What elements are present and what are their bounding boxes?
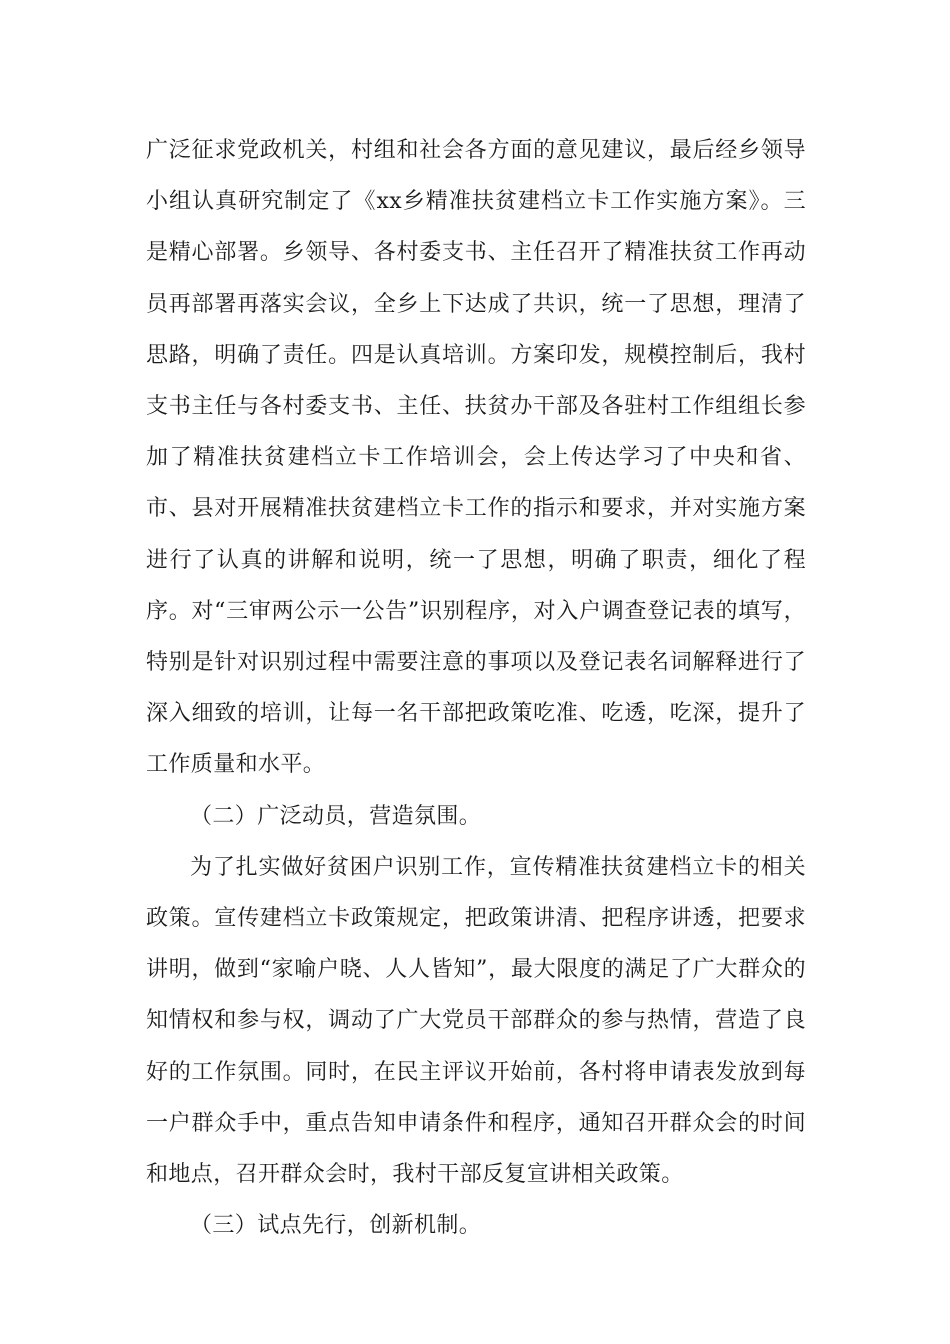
paragraph-continuation: 广泛征求党政机关，村组和社会各方面的意见建议，最后经乡领导小组认真研究制定了《xx乡精准扶贫建档立卡工作实施方案》。三是精心部署。乡领导、各村委支书、主任召开了精准扶贫工作再动员再部署再落实会议，全乡上下达成了共识，统一了思想，理清了思路，明确了责任。四是认真培训。方案印发，规模控制后，我村支书主任与各村委支书、主任、扶贫办干部及各驻村工作组组长参加了精准扶贫建档立卡工作培训会，会上传达学习了中央和省、市、县对开展精准扶贫建档立卡工作的指示和要求，并对实施方案进行了认真的讲解和说明，统一了思想，明确了职责，细化了程序。对“三审两公示一公告”识别程序，对入户调查登记表的填写，特别是针对识别过程中需要注意的事项以及登记表名词解释进行了深入细致的培训，让每一名干部把政策吃准、吃透，吃深，提升了工作质量和水平。 [146, 138, 806, 778]
document-body [146, 125, 806, 1251]
section-heading-2: （二）广泛动员，营造氛围。 [190, 803, 482, 829]
paragraph-mobilization: 为了扎实做好贫困户识别工作，宣传精准扶贫建档立卡的相关政策。宣传建档立卡政策规定，把政策讲清、把程序讲透，把要求讲明，做到“家喻户晓、人人皆知”，最大限度的满足了广大群众的知情权和参与权，调动了广大党员干部群众的参与热情，营造了良好的工作氛围。同时，在民主评议开始前，各村将申请表发放到每一户群众手中，重点告知申请条件和程序，通知召开群众会的时间和地点，召开群众会时，我村干部反复宣讲相关政策。 [146, 854, 806, 1188]
section-heading-3: （三）试点先行，创新机制。 [190, 1213, 482, 1239]
